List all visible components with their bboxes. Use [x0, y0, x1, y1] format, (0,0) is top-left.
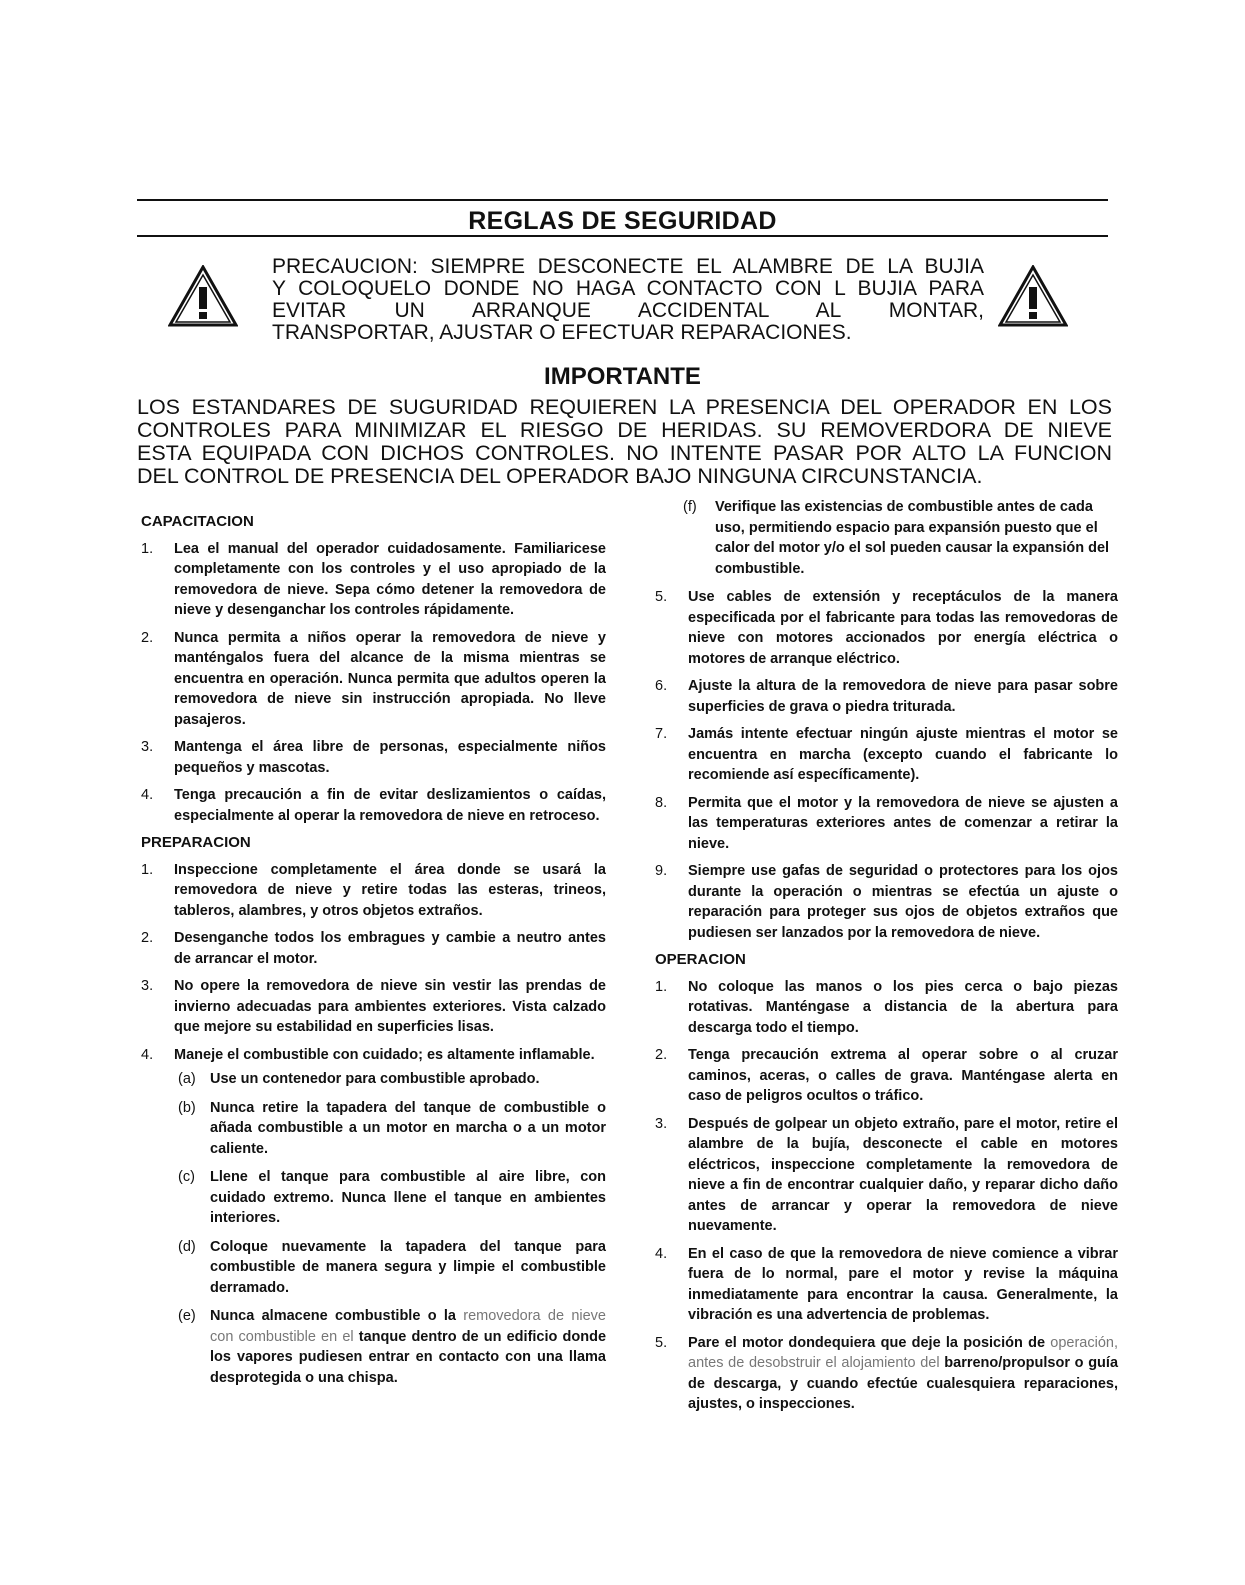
list-item: 3. Mantenga el área libre de personas, especialmente niños pequeños y mascotas. [141, 737, 606, 778]
caution-line: PRECAUCION: SIEMPRE DESCONECTE EL ALAMBRE DE LA BUJIA [272, 255, 984, 278]
list-item: 7. Jamás intente efectuar ningún ajuste mientras el motor se encuentra en marcha (excepto cuando el fabricante lo recomiende así específicamente). [655, 724, 1118, 786]
fuel-sublist [174, 1069, 606, 1388]
importante-line: ESTA EQUIPADA CON DICHOS CONTROLES. NO INTENTE PASAR POR ALTO LA FUNCION [137, 441, 1112, 465]
importante-heading: IMPORTANTE [544, 363, 701, 390]
list-item-text: barreno/propulsor o guía de descarga, y cuando efectúe cualesquiera reparaciones, ajustes, o inspecciones. [688, 1355, 1119, 1412]
sublist-item: (f) Verifique las existencias de combustible antes de cada uso, permitiendo espacio para expansión puesto que el calor del motor y/o el sol pueden causar la expansión del combustible. [683, 497, 1118, 579]
list-item: 2. Tenga precaución extrema al operar sobre o al cruzar caminos, aceras, o calles de grava. Manténgase alerta en caso de peligros ocultos o tráfico. [655, 1045, 1118, 1107]
fuel-sublist-continued [655, 497, 1118, 579]
list-item: 3. No opere la removedora de nieve sin vestir las prendas de invierno adecuadas para ambientes exteriores. Vista calzado que mejore su estabilidad en superficies lisas. [141, 976, 606, 1038]
list-item: 3. Después de golpear un objeto extraño, pare el motor, retire el alambre de la bujía, desconecte el cable en motores eléctricos, inspeccione completamente la removedora de nieve a fin de encontrar cualquier daño, y reparar dicho daño antes de arrancar y operar la removedora de nieve nuevamente. [655, 1114, 1118, 1237]
faint-text: removedora de nieve con combustible en el [210, 1308, 606, 1345]
preparacion-list-continued [655, 587, 1118, 943]
list-item: 4. Tenga precaución a fin de evitar deslizamientos o caídas, especialmente al operar la removedora de nieve en retroceso. [141, 785, 606, 826]
list-item: 5. Use cables de extensión y receptáculos de la manera especificada por el fabricante para todas las removedoras de nieve con motores accionados por energía eléctrica o motores de arranque eléctrico. [655, 587, 1118, 669]
list-item [141, 1045, 606, 1389]
list-item: 1. Inspeccione completamente el área donde se usará la removedora de nieve y retire todas las esteras, trineos, tableros, alambres, y otros objetos extraños. [141, 860, 606, 922]
importante-line: LOS ESTANDARES DE SUGURIDAD REQUIEREN LA PRESENCIA DEL OPERADOR EN LOS [137, 395, 1112, 419]
top-rule [137, 199, 1108, 201]
list-item: 1. Lea el manual del operador cuidadosamente. Familiaricese completamente con los controles y el uso apropiado de la removedora de nieve. Sepa cómo detener la removedora de nieve y desenganchar los controles rápidamente. [141, 539, 606, 621]
section-heading-capacitacion: CAPACITACION [141, 513, 254, 530]
capacitacion-list [141, 539, 606, 827]
left-column [141, 512, 606, 1396]
preparacion-list [141, 860, 606, 1389]
list-item-text: Maneje el combustible con cuidado; es altamente inflamable. [174, 1046, 595, 1063]
importante-paragraph [137, 396, 1112, 488]
section-heading-operacion: OPERACION [655, 951, 746, 968]
list-item: 1. No coloque las manos o los pies cerca o bajo piezas rotativas. Manténgase a distancia de la abertura para descarga todo el tiempo. [655, 977, 1118, 1039]
right-column [655, 497, 1118, 1422]
sublist-item: (d) Coloque nuevamente la tapadera del tanque para combustible de manera segura y limpie el combustible derramado. [174, 1237, 606, 1299]
sublist-item: (b) Nunca retire la tapadera del tanque de combustible o añada combustible a un motor en marcha o a un motor caliente. [174, 1098, 606, 1160]
operacion-list [655, 977, 1118, 1415]
sublist-item-text: tanque dentro de un edificio donde los vapores pudiesen entrar en contacto con una llama desprotegida o una chispa. [210, 1328, 607, 1386]
sublist-item: (a) Use un contenedor para combustible aprobado. [174, 1069, 606, 1090]
list-item: 4. En el caso de que la removedora de nieve comience a vibrar fuera de lo normal, pare el motor y revise la máquina inmediatamente para encontrar la causa. Generalmente, la vibración es una advertencia de problemas. [655, 1244, 1118, 1326]
list-item: 2. Desenganche todos los embragues y cambie a neutro antes de arrancar el motor. [141, 928, 606, 969]
faint-text: operación, antes de desobstruir el alojamiento del [688, 1334, 1118, 1371]
page-title: REGLAS DE SEGURIDAD [468, 207, 777, 235]
list-item: 6. Ajuste la altura de la removedora de nieve para pasar sobre superficies de grava o piedra triturada. [655, 676, 1118, 717]
sublist-item [174, 1306, 606, 1388]
sublist-item-text: Nunca almacene combustible o la [210, 1308, 456, 1324]
list-item: 2. Nunca permita a niños operar la removedora de nieve y manténgalos fuera del alcance de la misma mientras se encuentra en operación. Nunca permita que adultos operen la removedora de nieve sin instrucción apropiada. No lleve pasajeros. [141, 628, 606, 731]
caution-notice [272, 256, 984, 344]
caution-line: TRANSPORTAR, AJUSTAR O EFECTUAR REPARACIONES. [272, 321, 852, 344]
list-item-text: Pare el motor dondequiera que deje la posición de [688, 1334, 1046, 1351]
section-heading-preparacion: PREPARACION [141, 834, 251, 851]
list-item [655, 1333, 1118, 1415]
list-item: 9. Siempre use gafas de seguridad o protectores para los ojos durante la operación o mientras se efectúa un ajuste o reparación para proteger sus ojos de objetos extraños que pudiesen ser lanzados por la removedora de nieve. [655, 861, 1118, 943]
warning-triangle-icon [998, 265, 1068, 327]
list-item: 8. Permita que el motor y la removedora de nieve se ajusten a las temperaturas exteriores antes de comenzar a retirar la nieve. [655, 793, 1118, 855]
title-underline [137, 235, 1108, 237]
importante-line: DEL CONTROL DE PRESENCIA DEL OPERADOR BAJO NINGUNA CIRCUNSTANCIA. [137, 464, 983, 488]
caution-line: Y COLOQUELO DONDE NO HAGA CONTACTO CON L BUJIA PARA [272, 277, 984, 300]
importante-line: CONTROLES PARA MINIMIZAR EL RIESGO DE HERIDAS. SU REMOVERDORA DE NIEVE [137, 418, 1112, 442]
caution-line: EVITAR UN ARRANQUE ACCIDENTAL AL MONTAR, [272, 299, 984, 322]
warning-triangle-icon [168, 265, 238, 327]
sublist-item: (c) Llene el tanque para combustible al aire libre, con cuidado extremo. Nunca llene el tanque en ambientes interiores. [174, 1167, 606, 1229]
